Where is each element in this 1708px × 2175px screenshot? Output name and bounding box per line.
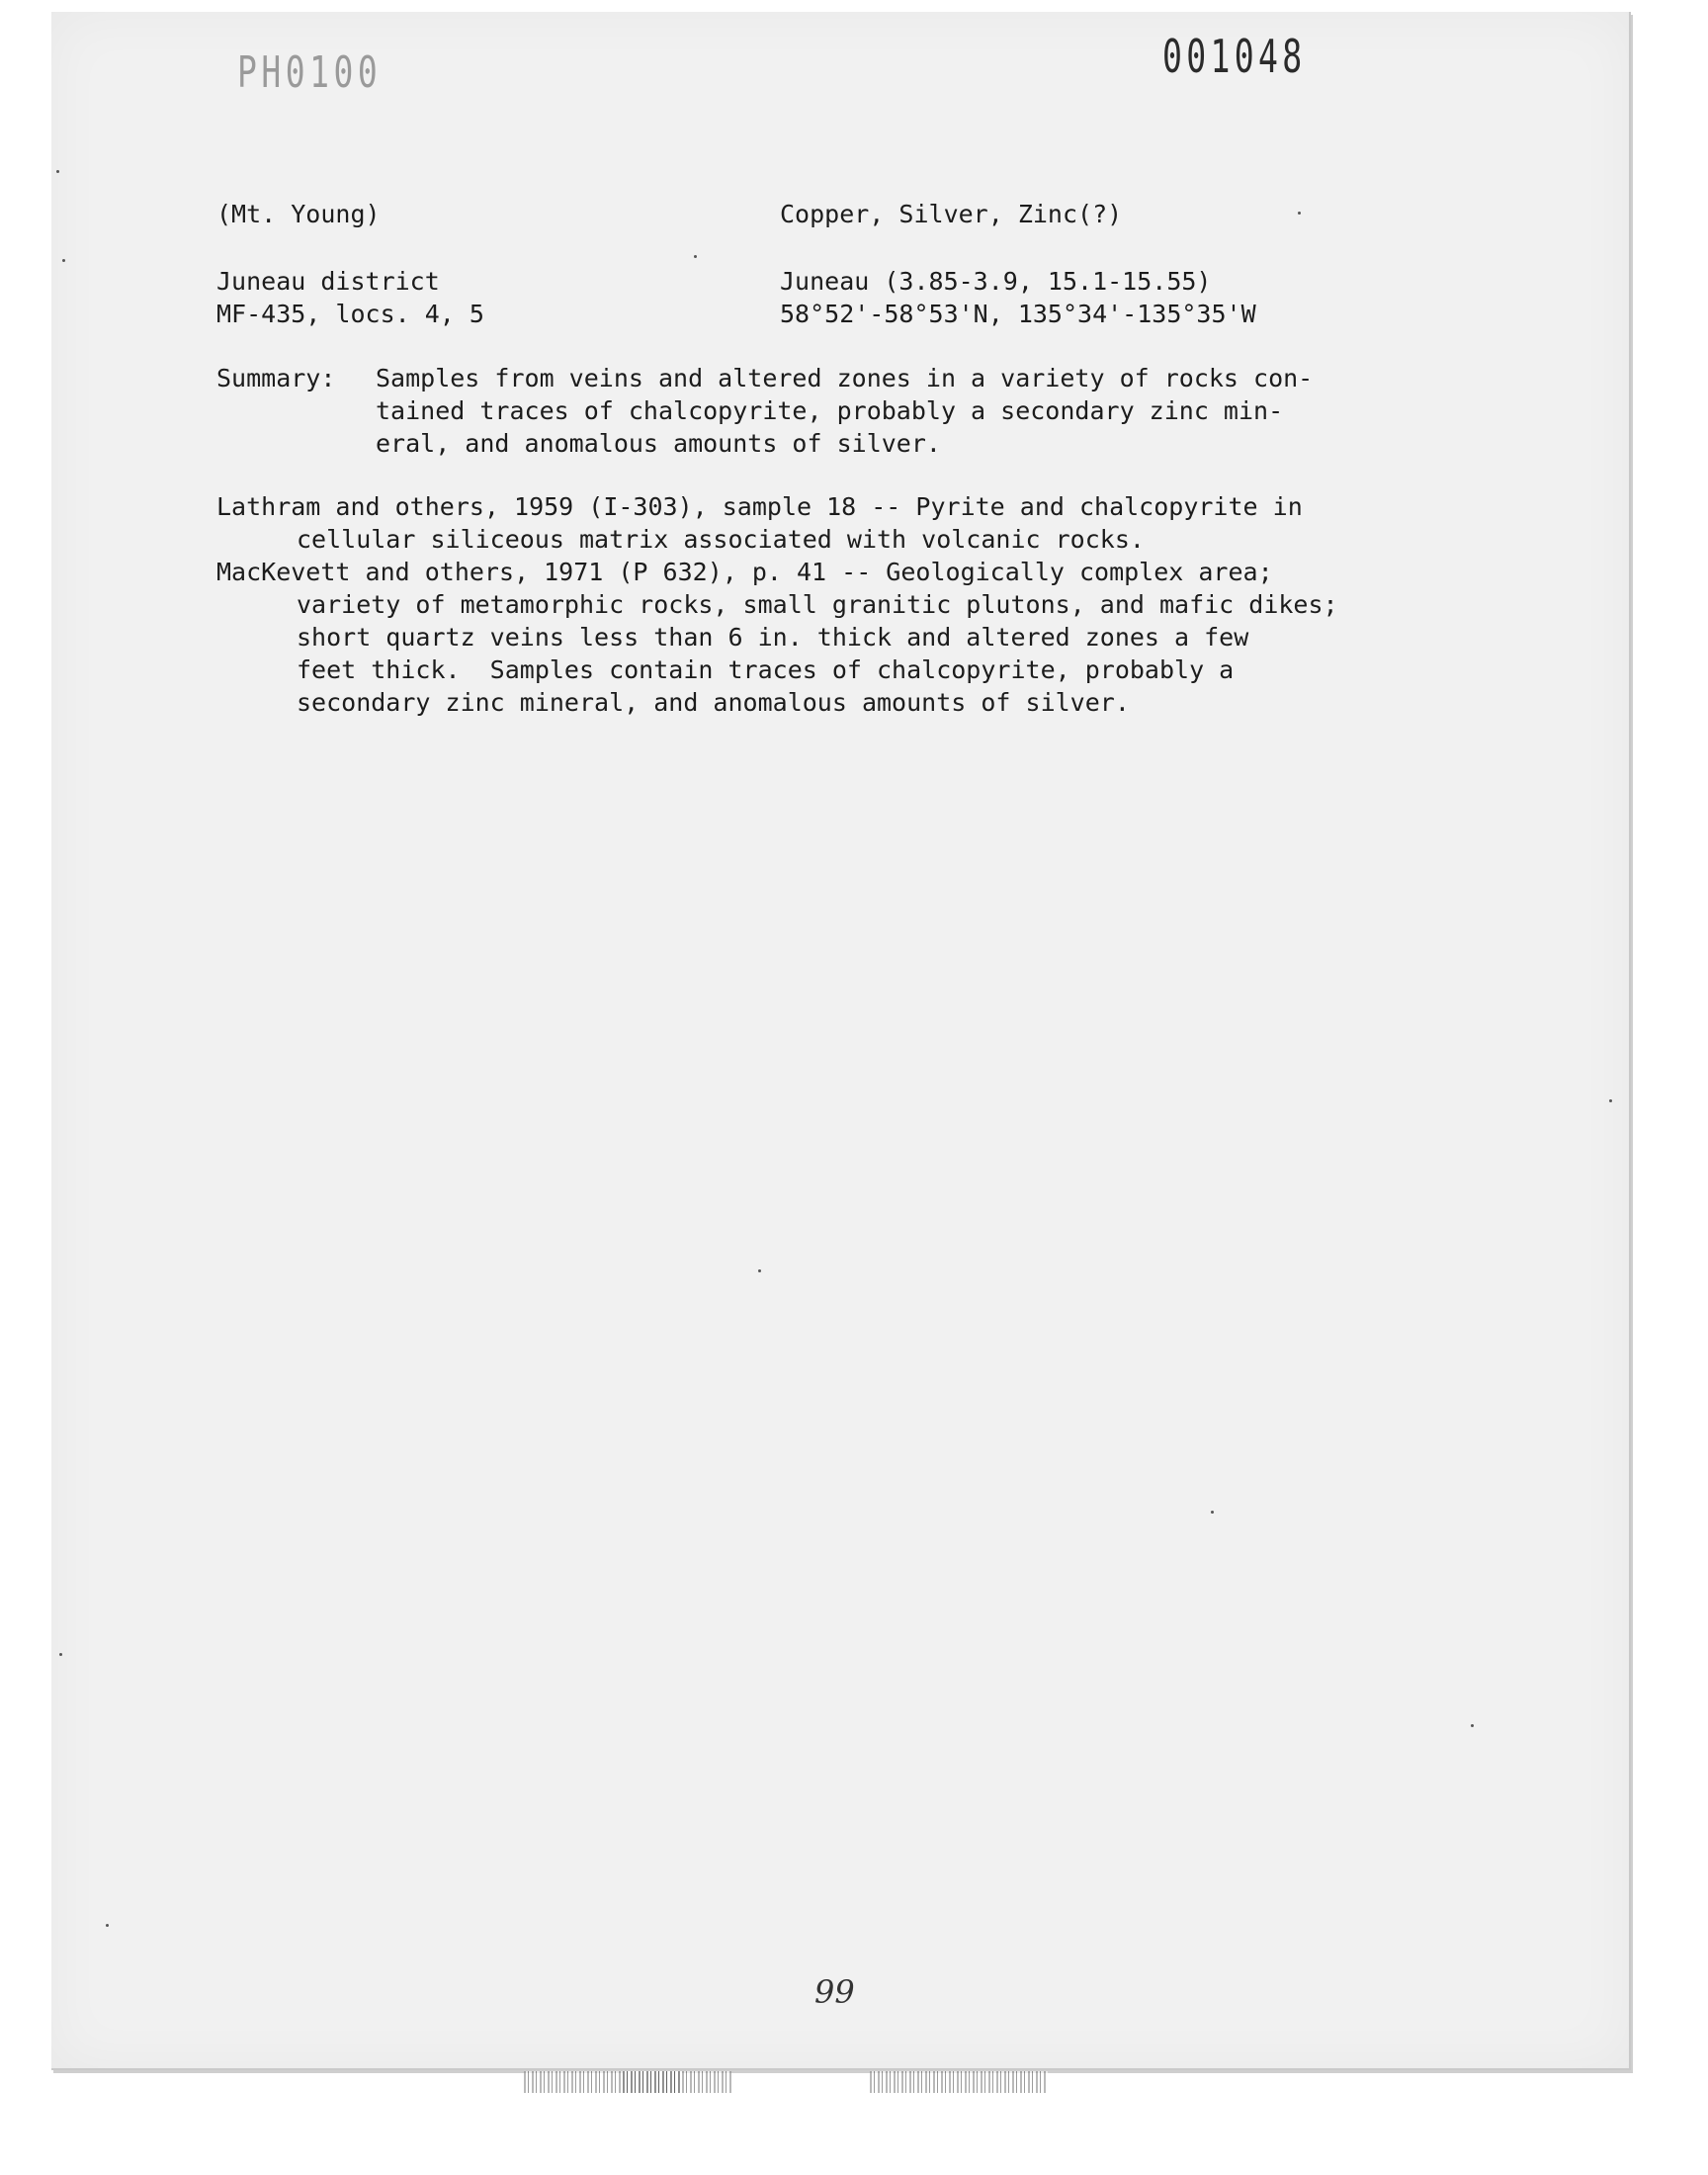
- reference-continuation: short quartz veins less than 6 in. thick and altered zones a few: [297, 623, 1249, 652]
- deposit-name: (Mt. Young): [216, 200, 381, 228]
- reference-entry: MacKevett and others, 1971 (P 632), p. 41 -- Geologically complex area;: [216, 558, 1273, 586]
- district: Juneau district: [216, 267, 440, 296]
- summary-line: eral, and anomalous amounts of silver.: [376, 429, 941, 458]
- reference-entry: Lathram and others, 1959 (I-303), sample 18 -- Pyrite and chalcopyrite in: [216, 492, 1303, 521]
- scan-edge-strip: [623, 2071, 682, 2093]
- scan-speck: [59, 1653, 62, 1656]
- scan-edge-strip: [870, 2071, 1048, 2093]
- scan-speck: [1298, 212, 1301, 215]
- scan-speck: [1211, 1511, 1214, 1514]
- summary-line: Samples from veins and altered zones in a variety of rocks con-: [376, 364, 1314, 392]
- reference-continuation: variety of metamorphic rocks, small granitic plutons, and mafic dikes;: [297, 590, 1338, 619]
- coordinates: 58°52'-58°53'N, 135°34'-135°35'W: [780, 300, 1256, 328]
- scan-speck: [106, 1924, 109, 1927]
- quadrangle: Juneau (3.85-3.9, 15.1-15.55): [780, 267, 1212, 296]
- commodities: Copper, Silver, Zinc(?): [780, 200, 1123, 228]
- scan-speck: [758, 1269, 761, 1272]
- reference-continuation: secondary zinc mineral, and anomalous amounts of silver.: [297, 688, 1130, 717]
- scan-speck: [62, 259, 65, 262]
- scan-speck: [1609, 1099, 1612, 1102]
- archive-stamp-right: 001048: [1162, 30, 1307, 83]
- scan-speck: [56, 170, 59, 173]
- map-reference: MF-435, locs. 4, 5: [216, 300, 484, 328]
- archive-stamp-left: PH0100: [237, 47, 383, 98]
- page-number: 99: [814, 1973, 855, 2011]
- scan-speck: [694, 255, 697, 258]
- summary-line: tained traces of chalcopyrite, probably a secondary zinc min-: [376, 396, 1284, 425]
- reference-continuation: cellular siliceous matrix associated with volcanic rocks.: [297, 525, 1145, 554]
- summary-label: Summary:: [216, 364, 336, 392]
- reference-continuation: feet thick. Samples contain traces of chalcopyrite, probably a: [297, 655, 1235, 684]
- scan-speck: [1471, 1724, 1474, 1727]
